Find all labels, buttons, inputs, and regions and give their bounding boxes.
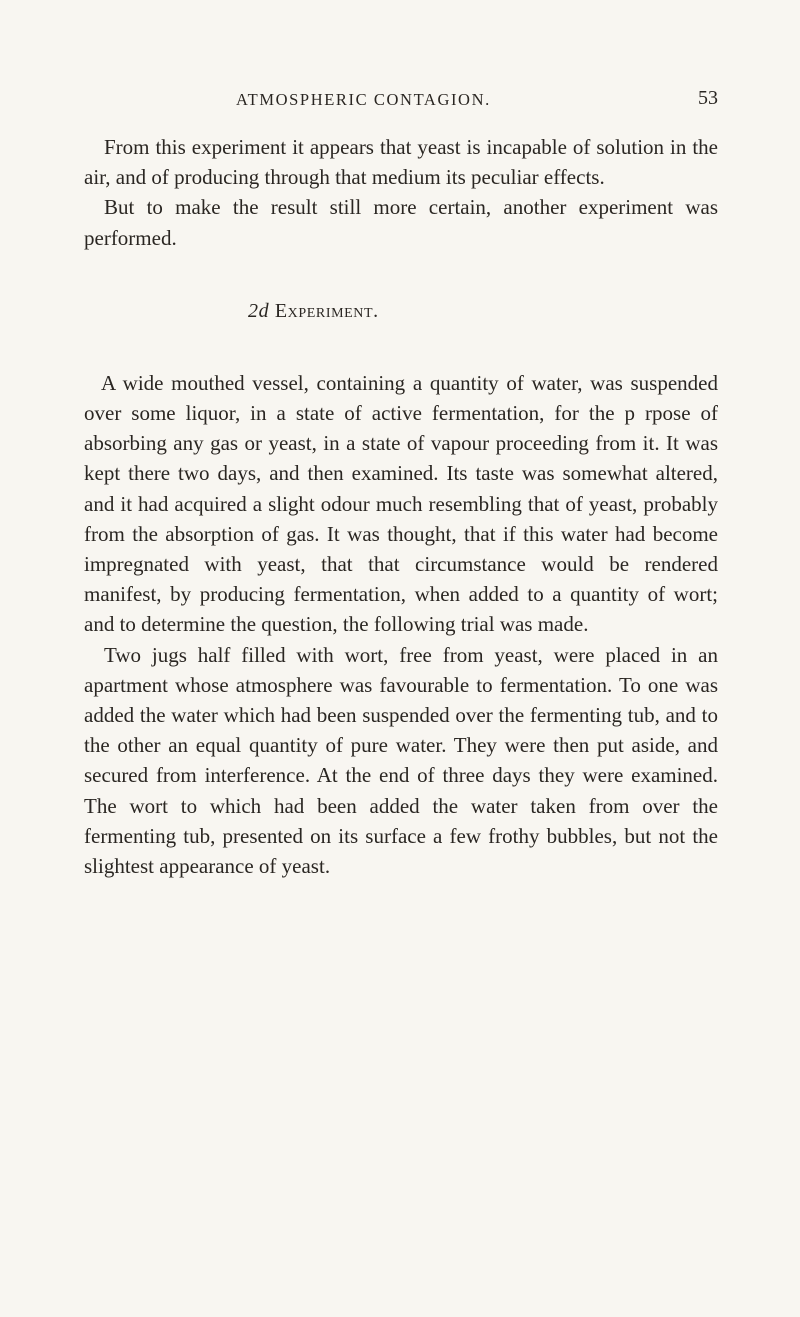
paragraph-3: A wide mouthed vessel, containing a quantity of water, was suspended over some liquor, in a state of active fermentation, for the p rpose of absorbing any gas or yeast, in a state of vapour proceeding from it. It was kept there two days, and then examined. Its taste was somewhat altered, and it had acquired a slight odour much resembling that of yeast, probably from the absorption of gas. It was thought, that if this water had become impregnated with yeast, that that circumstance would be rendered manifest, by producing fermentation, when added to a quantity of wort; and to determine the question, the following trial was made. xyxy=(84,370,718,637)
body-text xyxy=(84,132,718,881)
section-heading xyxy=(84,297,718,325)
paragraph-1: From this experiment it appears that yeast is incapable of solution in the air, and of producing through that medium its peculiar effects. xyxy=(84,135,718,190)
section-title: Experiment. xyxy=(274,299,379,322)
page-number: 53 xyxy=(698,87,718,109)
running-title: ATMOSPHERIC CONTAGION. xyxy=(236,90,491,109)
paragraph-2: But to make the result still more certain, another experiment was performed. xyxy=(84,195,718,250)
section-ordinal: 2d xyxy=(248,299,270,322)
running-head xyxy=(84,87,718,114)
paragraph-4: Two jugs half filled with wort, free from yeast, were placed in an apartment whose atmosphere was favourable to fermentation. To one was added the water which had been suspended over the fermenting tub, and to the other an equal quantity of pure water. They were then put aside, and secured from interference. At the end of three days they were examined. The wort to which had been added the water taken from over the fermenting tub, presented on its surface a few frothy bubbles, but not the slightest appearance of yeast. xyxy=(84,642,718,879)
